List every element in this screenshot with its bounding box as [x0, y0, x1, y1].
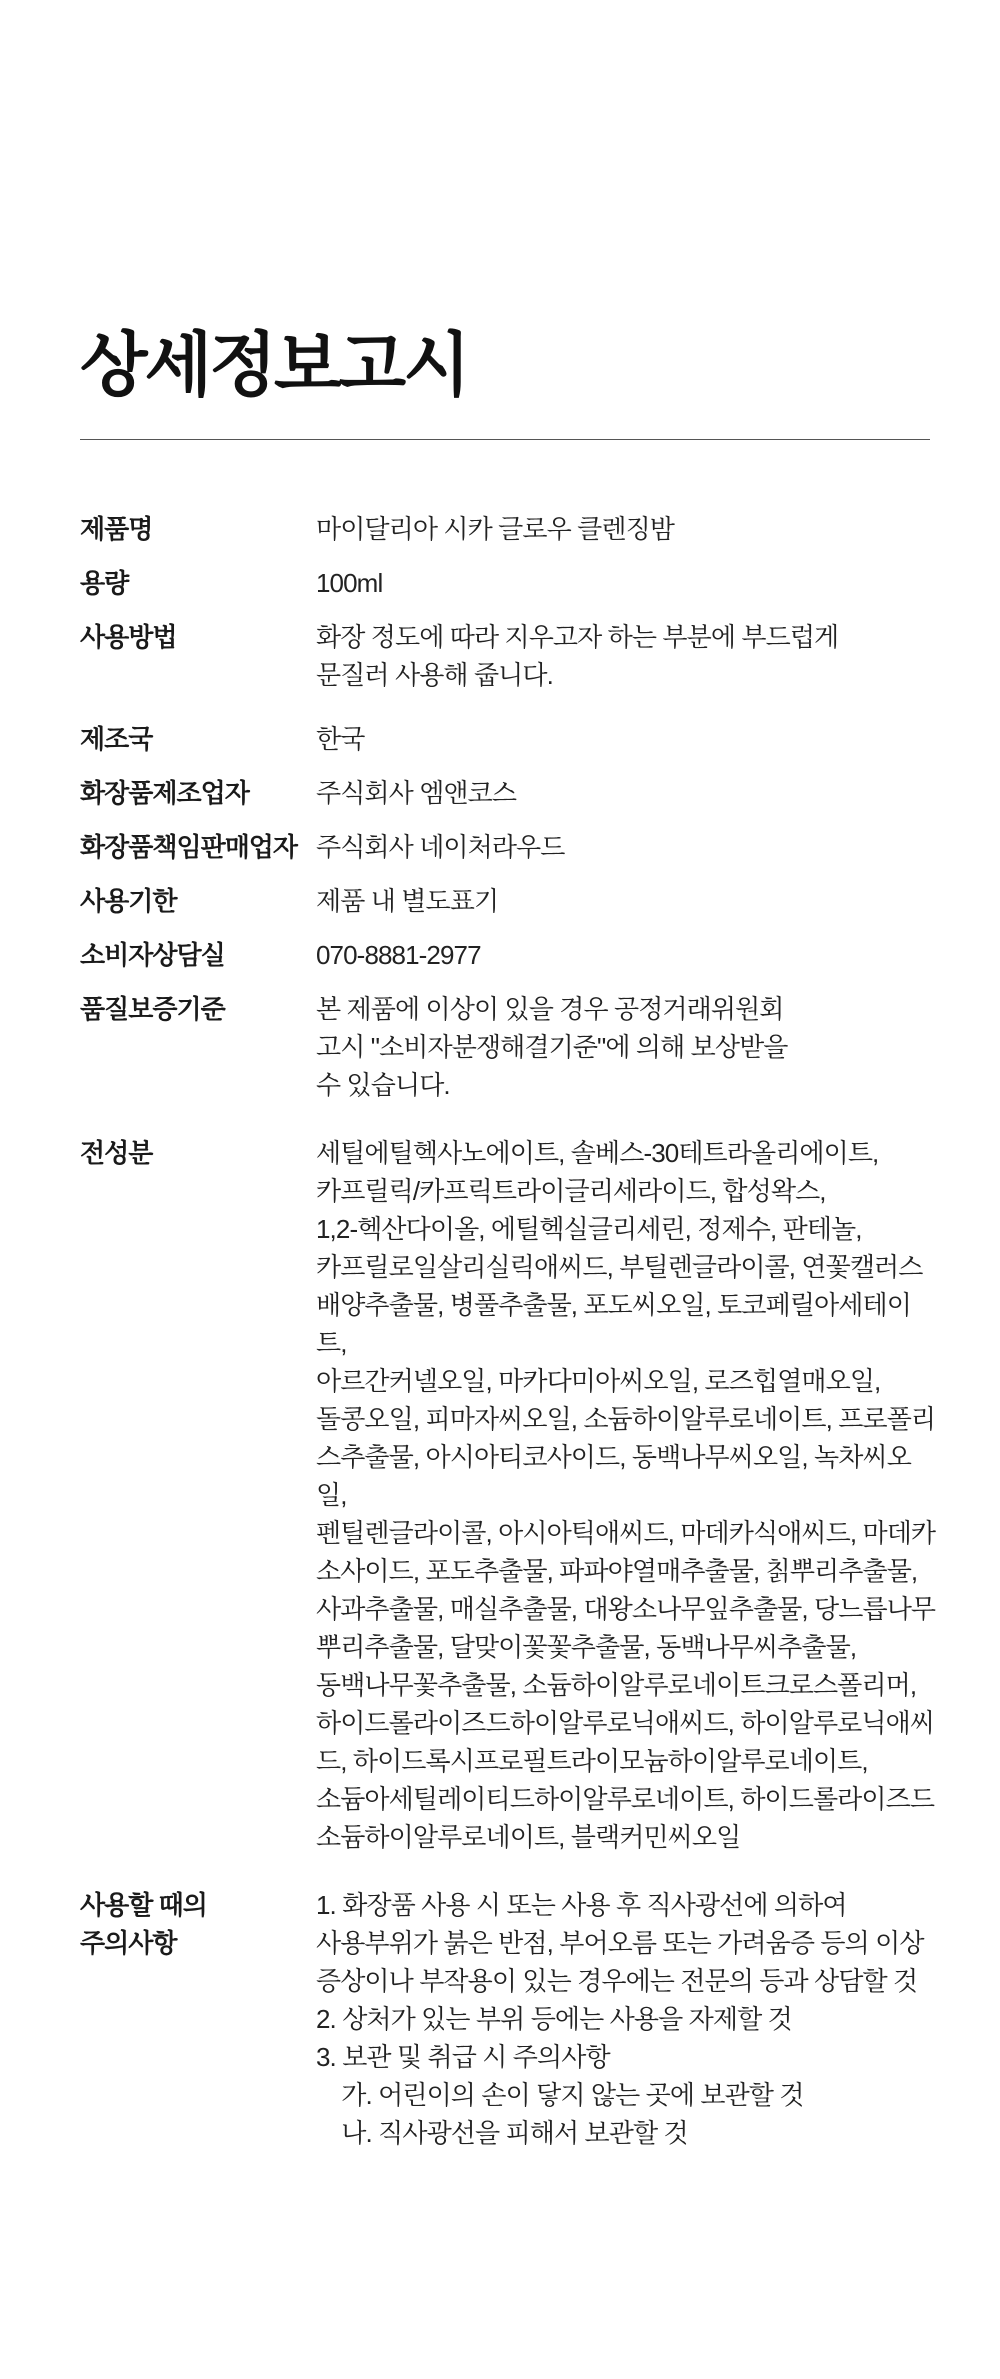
info-label: 제조국	[80, 724, 153, 754]
info-label: 사용기한	[80, 886, 177, 916]
info-label: 제품명	[80, 514, 153, 544]
info-row-volume	[80, 564, 940, 602]
info-label: 전성분	[80, 1138, 153, 1168]
info-label: 사용방법	[80, 622, 177, 652]
info-row-precautions	[80, 1886, 940, 2152]
info-row-seller	[80, 828, 940, 866]
info-value: 화장 정도에 따라 지우고자 하는 부분에 부드럽게 문질러 사용해 줍니다.	[316, 622, 839, 690]
info-row-consumer-center	[80, 936, 940, 974]
info-row-usage	[80, 618, 940, 694]
info-label: 용량	[80, 568, 129, 598]
info-value: 070-8881-2977	[316, 940, 481, 970]
info-label: 사용할 때의 주의사항	[80, 1890, 207, 1958]
info-value: 100ml	[316, 568, 383, 598]
page-title: 상세정보고시	[80, 326, 468, 404]
info-label: 화장품책임판매업자	[80, 832, 298, 862]
info-row-country	[80, 720, 940, 758]
info-value: 마이달리아 시카 글로우 클렌징밤	[316, 514, 674, 544]
info-row-ingredients	[80, 1134, 940, 1856]
info-label: 소비자상담실	[80, 940, 225, 970]
info-row-product-name	[80, 510, 940, 548]
info-value: 세틸에틸헥사노에이트, 솔베스-30테트라올리에이트, 카프릴릭/카프릭트라이글리세라이드, 합성왁스, 1,2-헥산다이올, 에틸헥실글리세린, 정제수, 판테놀, 카프릴로일살리실릭애씨드, 부틸렌글라이콜, 연꽃캘러스 배양추출물, 병풀추출물, 포도씨오일, 토코페릴아세테이트, 아르간커넬오일, 마카다미아씨오일, 로즈힙열매오일, 돌콩오일, 피마자씨오일, 소듐하이알루로네이트, 프로폴리 스추출물, 아시아티코사이드, 동백나무씨오일, 녹차씨오일, 펜틸렌글라이콜, 아시아틱애씨드, 마데카식애씨드, 마데카 소사이드, 포도추출물, 파파야열매추출물, 칡뿌리추출물, 사과추출물, 매실추출물, 대왕소나무잎추출물, 당느릅나무 뿌리추출물, 달맞이꽃꽃추출물, 동백나무씨추출물, 동백나무꽃추출물, 소듐하이알루로네이트크로스폴리머, 하이드롤라이즈드하이알루로닉애씨드, 하이알루로닉애씨 드, 하이드록시프로필트라이모늄하이알루로네이트, 소듐아세틸레이티드하이알루로네이트, 하이드롤라이즈드 소듐하이알루로네이트, 블랙커민씨오일	[316, 1138, 936, 1852]
info-value: 1. 화장품 사용 시 또는 사용 후 직사광선에 의하여 사용부위가 붉은 반점, 부어오름 또는 가려움증 등의 이상 증상이나 부작용이 있는 경우에는 전문의 등과 상담할 것 2. 상처가 있는 부위 등에는 사용을 자제할 것 3. 보관 및 취급 시 주의사항 가. 어린이의 손이 닿지 않는 곳에 보관할 것 나. 직사광선을 피해서 보관할 것	[316, 1890, 924, 2148]
info-row-expiry	[80, 882, 940, 920]
info-row-quality-standard	[80, 990, 940, 1104]
info-value: 주식회사 네이처라우드	[316, 832, 565, 862]
info-value: 주식회사 엠앤코스	[316, 778, 517, 808]
info-value: 본 제품에 이상이 있을 경우 공정거래위원회 고시 "소비자분쟁해결기준"에 의해 보상받을 수 있습니다.	[316, 994, 788, 1100]
info-label: 화장품제조업자	[80, 778, 249, 808]
product-info-table	[80, 510, 940, 2152]
info-label: 품질보증기준	[80, 994, 225, 1024]
title-divider	[80, 439, 930, 440]
info-row-manufacturer	[80, 774, 940, 812]
info-value: 제품 내 별도표기	[316, 886, 499, 916]
info-value: 한국	[316, 724, 365, 754]
